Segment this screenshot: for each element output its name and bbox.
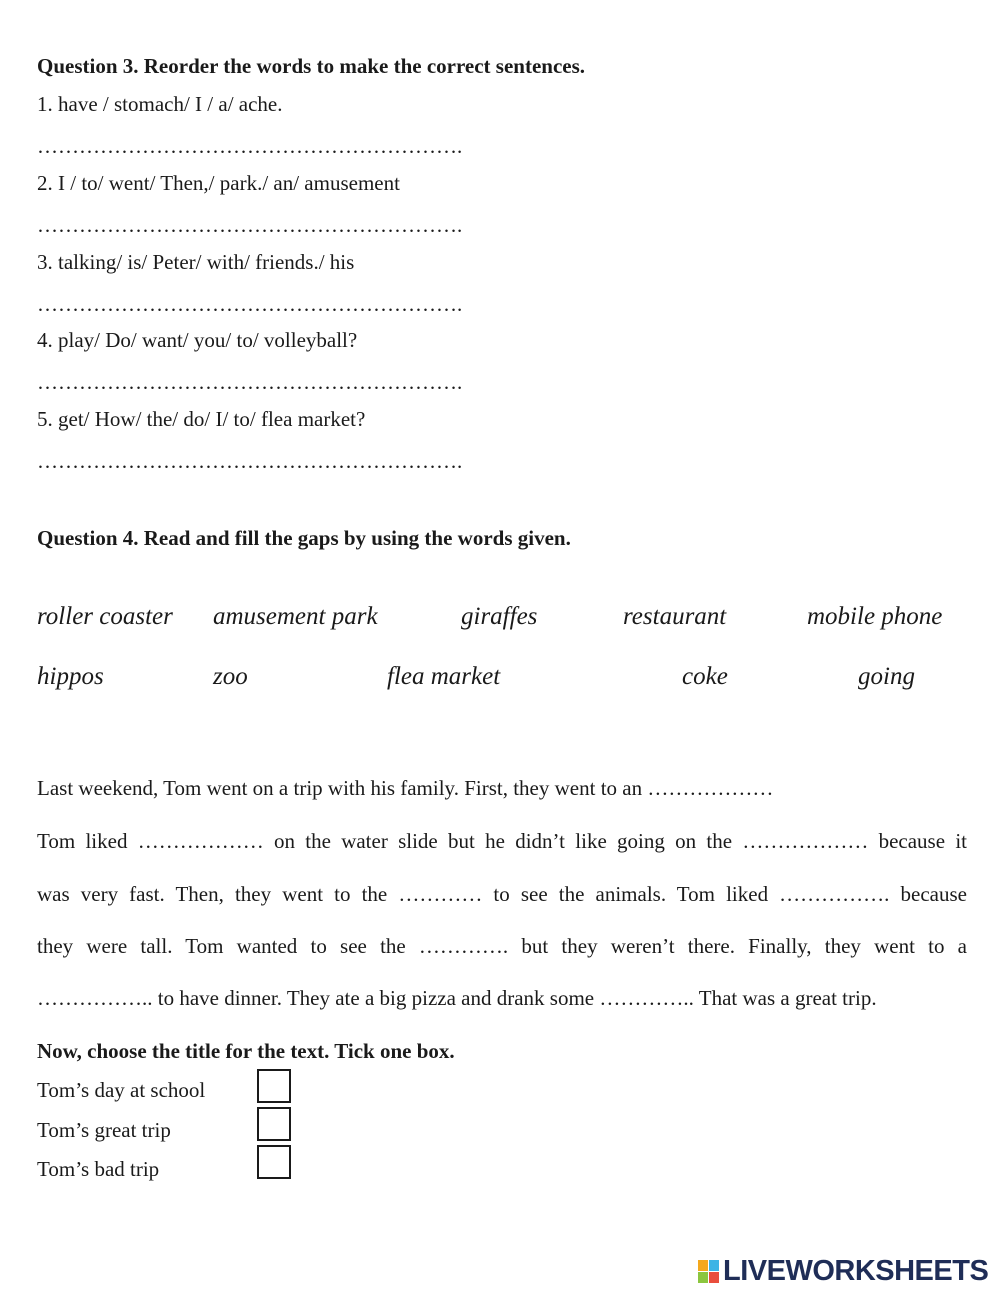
q3-item-3-answer-line[interactable]: ……………………………………………………. — [37, 292, 463, 316]
title-option-label-3: Tom’s bad trip — [37, 1157, 160, 1181]
passage-line-3: was very fast. Then, they went to the ………… to see the animals. Tom liked ……………. because — [37, 882, 967, 906]
q3-item-3-prompt: 3. talking/ is/ Peter/ with/ friends./ his — [37, 250, 355, 274]
word-bank-item: amusement park — [213, 603, 378, 630]
q3-item-2-answer-line[interactable]: ……………………………………………………. — [37, 213, 463, 237]
title-option-label-2: Tom’s great trip — [37, 1118, 171, 1142]
title-option-label-1: Tom’s day at school — [37, 1078, 206, 1102]
q3-item-1-prompt: 1. have / stomach/ I / a/ ache. — [37, 92, 283, 116]
liveworksheets-logo-icon — [698, 1260, 720, 1284]
word-bank-item: coke — [682, 663, 728, 690]
passage-line-5: …………….. to have dinner. They ate a big pizza and drank some ………….. That was a great trip. — [37, 986, 877, 1010]
question-4-title: Question 4. Read and fill the gaps by using the words given. — [37, 526, 571, 550]
q3-item-5-answer-line[interactable]: ……………………………………………………. — [37, 449, 463, 473]
word-bank-item: zoo — [213, 663, 248, 690]
word-bank-item: hippos — [37, 663, 104, 690]
passage-line-1: Last weekend, Tom went on a trip with his family. First, they went to an ……………… — [37, 776, 774, 800]
title-option-checkbox-2[interactable] — [257, 1107, 291, 1141]
q3-item-4-answer-line[interactable]: ……………………………………………………. — [37, 370, 463, 394]
word-bank-item: roller coaster — [37, 603, 173, 630]
liveworksheets-logo — [698, 1255, 988, 1288]
question-3-title: Question 3. Reorder the words to make the correct sentences. — [37, 54, 586, 78]
word-bank-item: flea market — [387, 663, 501, 690]
title-option-checkbox-1[interactable] — [257, 1069, 291, 1103]
title-choice-instruction: Now, choose the title for the text. Tick one box. — [37, 1039, 455, 1063]
q3-item-5-prompt: 5. get/ How/ the/ do/ I/ to/ flea market? — [37, 407, 366, 431]
liveworksheets-logo-text: LIVEWORKSHEETS — [723, 1255, 989, 1287]
q3-item-2-prompt: 2. I / to/ went/ Then,/ park./ an/ amusement — [37, 171, 400, 195]
word-bank-item: going — [858, 663, 915, 690]
word-bank-item: giraffes — [461, 603, 538, 630]
word-bank-item: restaurant — [623, 603, 727, 630]
q3-item-4-prompt: 4. play/ Do/ want/ you/ to/ volleyball? — [37, 328, 358, 352]
q3-item-1-answer-line[interactable]: ……………………………………………………. — [37, 134, 463, 158]
passage-line-2: Tom liked ……………… on the water slide but he didn’t like going on the ……………… because it — [37, 829, 967, 853]
passage-line-4: they were tall. Tom wanted to see the …………. but they weren’t there. Finally, they went to a — [37, 934, 967, 958]
word-bank-item: mobile phone — [807, 603, 943, 630]
title-option-checkbox-3[interactable] — [257, 1145, 291, 1179]
